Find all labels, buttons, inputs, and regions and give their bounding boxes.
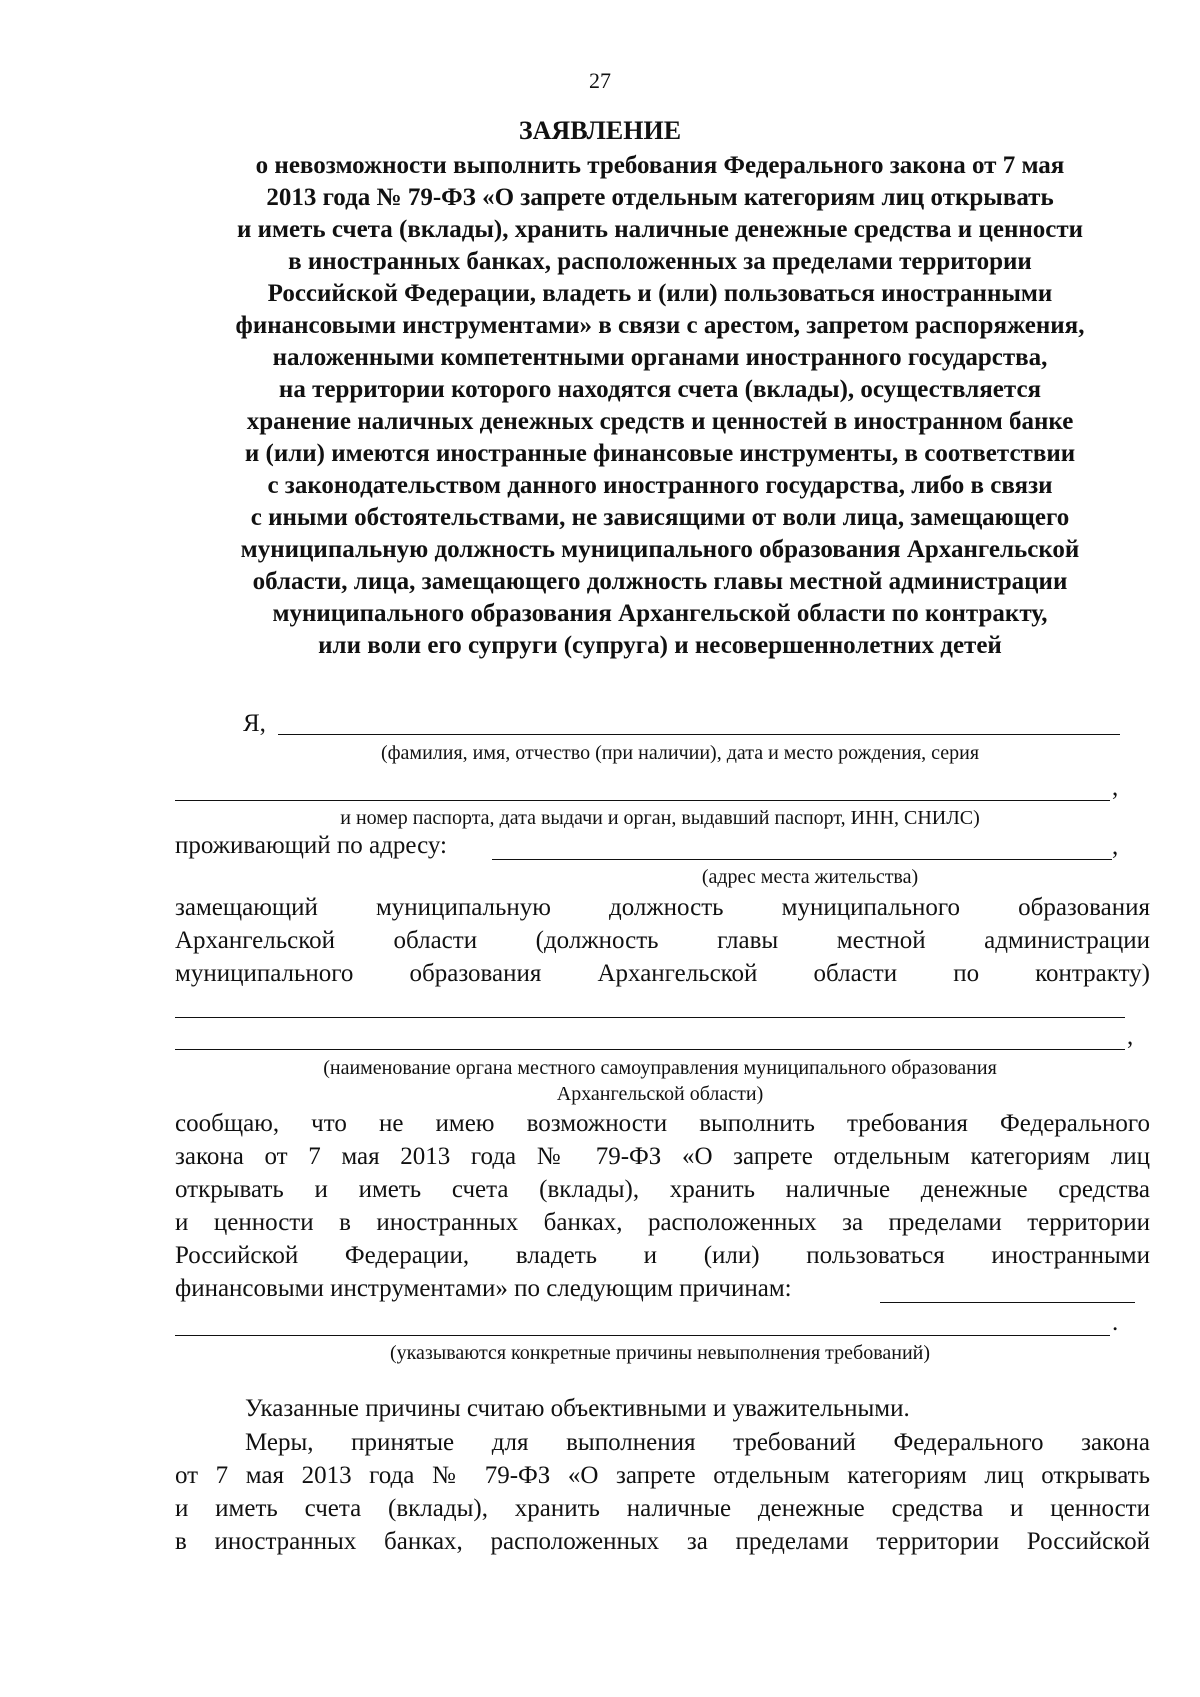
position-line: Архангельской области (должность главы местной администрации <box>175 927 1150 954</box>
comma: , <box>1127 1023 1134 1050</box>
measures-line: в иностранных банках, расположенных за пределами территории Российской <box>175 1528 1150 1555</box>
heading-line: на территории которого находятся счета (вклады), осуществляется <box>278 376 1042 403</box>
heading-line: или воли его супруги (супруга) и несовершеннолетних детей <box>318 632 1002 659</box>
name-field[interactable] <box>278 734 1120 735</box>
heading-line: финансовыми инструментами» в связи с арестом, запретом распоряжения, <box>235 312 1085 339</box>
address-label: проживающий по адресу: <box>175 832 447 859</box>
org-field-note: Архангельской области) <box>556 1083 764 1105</box>
position-line: муниципального образования Архангельской области по контракту) <box>175 960 1150 987</box>
report-line: и ценности в иностранных банках, расположенных за пределами территории <box>175 1209 1150 1236</box>
heading-line: хранение наличных денежных средств и ценностей в иностранном банке <box>246 408 1074 435</box>
heading-line: наложенными компетентными органами иностранного государства, <box>272 344 1048 371</box>
measures-line: Меры, принятые для выполнения требований Федерального закона <box>245 1429 1150 1456</box>
org-field-note: (наименование органа местного самоуправления муниципального образования <box>323 1057 997 1079</box>
address-field[interactable] <box>492 859 1112 860</box>
heading-line: и иметь счета (вклады), хранить наличные денежные средства и ценности <box>236 216 1084 243</box>
report-line: закона от 7 мая 2013 года № 79-ФЗ «О запрете отдельным категориям лиц <box>175 1143 1150 1170</box>
measures-line: и иметь счета (вклады), хранить наличные денежные средства и ценности <box>175 1495 1150 1522</box>
heading-line: с законодательством данного иностранного государства, либо в связи <box>267 472 1053 499</box>
report-line: сообщаю, что не имею возможности выполнить требования Федерального <box>175 1110 1150 1137</box>
heading-line: области, лица, замещающего должность главы местной администрации <box>252 568 1068 595</box>
document-heading <box>160 150 1160 662</box>
org-field-1[interactable] <box>175 1017 1125 1018</box>
reasons-field-1[interactable] <box>880 1302 1135 1303</box>
passport-field[interactable] <box>175 800 1110 801</box>
org-field-2[interactable] <box>175 1049 1125 1050</box>
report-line: открывать и иметь счета (вклады), хранить наличные денежные средства <box>175 1176 1150 1203</box>
reasons-label: финансовыми инструментами» по следующим причинам: <box>175 1275 792 1302</box>
heading-line: в иностранных банках, расположенных за пределами территории <box>288 248 1032 275</box>
heading-line: 2013 года № 79-ФЗ «О запрете отдельным категориям лиц открывать <box>266 184 1054 211</box>
position-line: замещающий муниципальную должность муниципального образования <box>175 894 1150 921</box>
heading-line: с иными обстоятельствами, не зависящими от воли лица, замещающего <box>250 504 1070 531</box>
heading-line: и (или) имеются иностранные финансовые инструменты, в соответствии <box>244 440 1076 467</box>
page-number: 27 <box>589 68 611 93</box>
report-line: Российской Федерации, владеть и (или) пользоваться иностранными <box>175 1242 1150 1269</box>
address-field-note: (адрес места жительства) <box>701 866 919 888</box>
document-title: ЗАЯВЛЕНИЕ <box>518 116 682 145</box>
statement: Указанные причины считаю объективными и уважительными. <box>245 1395 910 1422</box>
period: . <box>1112 1309 1119 1336</box>
measures-line: от 7 мая 2013 года № 79-ФЗ «О запрете отдельным категориям лиц открывать <box>175 1462 1150 1489</box>
i-label: Я, <box>243 710 266 737</box>
heading-line: муниципального образования Архангельской области по контракту, <box>272 600 1048 627</box>
heading-line: Российской Федерации, владеть и (или) пользоваться иностранными <box>267 280 1053 307</box>
reasons-field-note: (указываются конкретные причины невыполнения требований) <box>389 1342 931 1364</box>
reasons-field-2[interactable] <box>175 1335 1110 1336</box>
comma: , <box>1112 833 1119 860</box>
heading-line: о невозможности выполнить требования Федерального закона от 7 мая <box>255 152 1065 179</box>
heading-line: муниципальную должность муниципального образования Архангельской <box>240 536 1080 563</box>
name-field-note: (фамилия, имя, отчество (при наличии), дата и место рождения, серия <box>380 742 980 764</box>
passport-field-note: и номер паспорта, дата выдачи и орган, выдавший паспорт, ИНН, СНИЛС) <box>340 807 980 829</box>
comma: , <box>1112 774 1119 801</box>
